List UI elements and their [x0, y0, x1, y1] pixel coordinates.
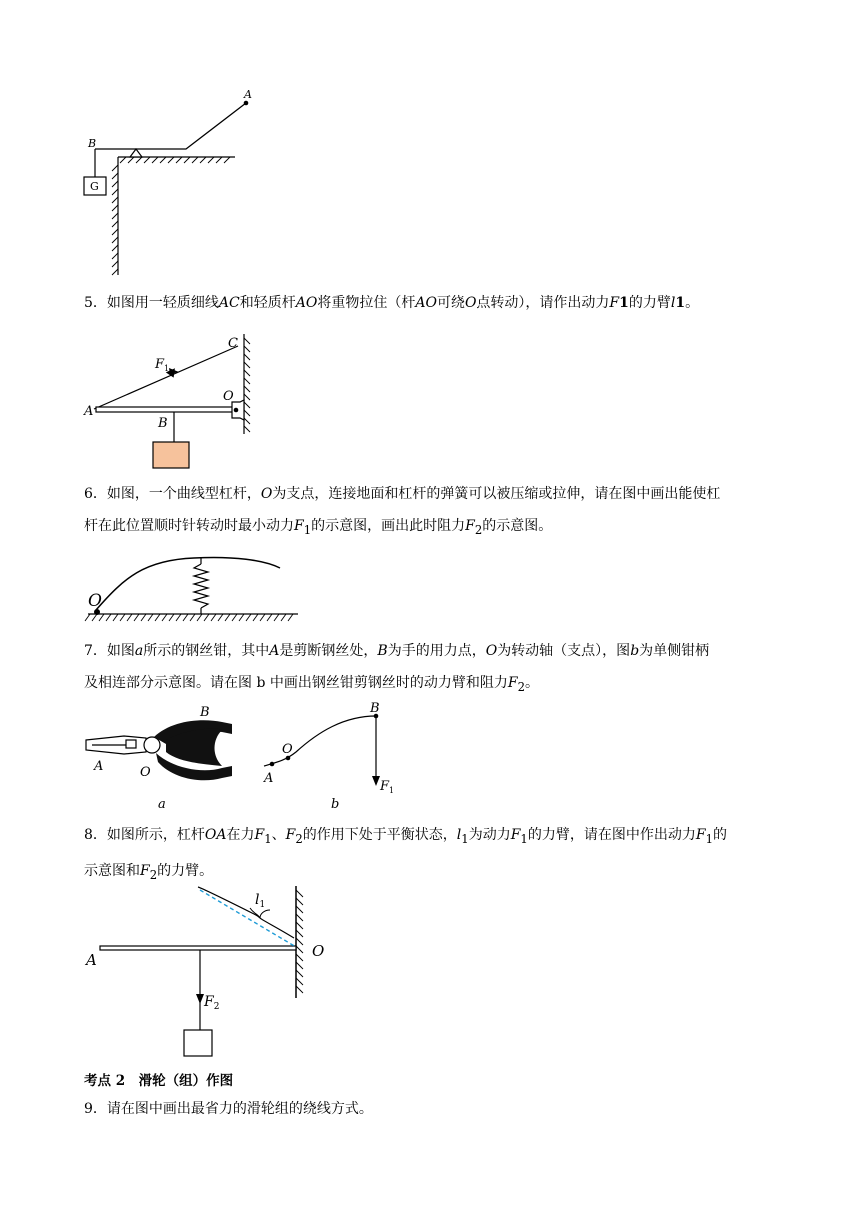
figure-lever-oa	[84, 880, 344, 1062]
label-f1: $F_1$	[155, 357, 170, 373]
label-c: C	[228, 336, 238, 351]
label-g: G	[90, 180, 99, 193]
label-o-b: O	[282, 742, 293, 757]
label-b-a: B	[200, 705, 210, 720]
label-a: A	[84, 404, 94, 419]
label-a: A	[86, 951, 97, 969]
label-b: B	[88, 137, 97, 150]
question-9: 9．请在图中画出最省力的滑轮组的绕线方式。	[84, 1101, 373, 1117]
question-6: 6．如图，一个曲线型杠杆，O为支点，连接地面和杠杆的弹簧可以被压缩或拉伸，请在图中画出能使杠 杆在此位置顺时针转动时最小动力$F_1$的示意图，画出此时阻力$F_2$的示意图。	[84, 486, 721, 537]
label-l1: $l_1$	[255, 892, 266, 910]
label-b: B	[158, 416, 168, 431]
figure-pliers	[82, 700, 402, 815]
label-o-a: O	[140, 765, 151, 780]
label-a-a: A	[94, 759, 104, 774]
figure-lever-g	[78, 85, 252, 280]
figure-rod-ac	[82, 330, 272, 475]
figure-curved-lever	[84, 548, 304, 626]
label-a: A	[244, 88, 252, 101]
label-f1-b: $F_1$	[380, 779, 395, 795]
label-fig-a: a	[158, 797, 166, 812]
label-a-b: A	[264, 771, 274, 786]
label-o: O	[88, 591, 102, 611]
question-5: 5．如图用一轻质细线AC和轻质杆AO将重物拉住（杆AO可绕O点转动），请作出动力F1的力臂l1。	[84, 295, 700, 311]
label-f2: $F_2$	[204, 994, 220, 1012]
label-o: O	[312, 942, 325, 960]
label-fig-b: b	[331, 797, 340, 812]
question-7: 7．如图a所示的钢丝钳，其中A是剪断钢丝处，B为手的用力点，O为转动轴（支点），图b为单侧钳柄 及相连部分示意图。请在图 b 中画出钢丝钳剪钢丝时的动力臂和阻力$F_2$。	[84, 643, 710, 694]
label-b-b: B	[370, 701, 380, 716]
section-heading: 考点 2 滑轮（组）作图	[84, 1073, 234, 1089]
label-o: O	[223, 389, 234, 404]
question-8: 8．如图所示，杠杆OA在力$F_1$、$F_2$的作用下处于平衡状态，$l_1$为动力$F_1$的力臂，请在图中作出动力$F_1$的 示意图和$F_2$的力臂。	[84, 827, 727, 882]
